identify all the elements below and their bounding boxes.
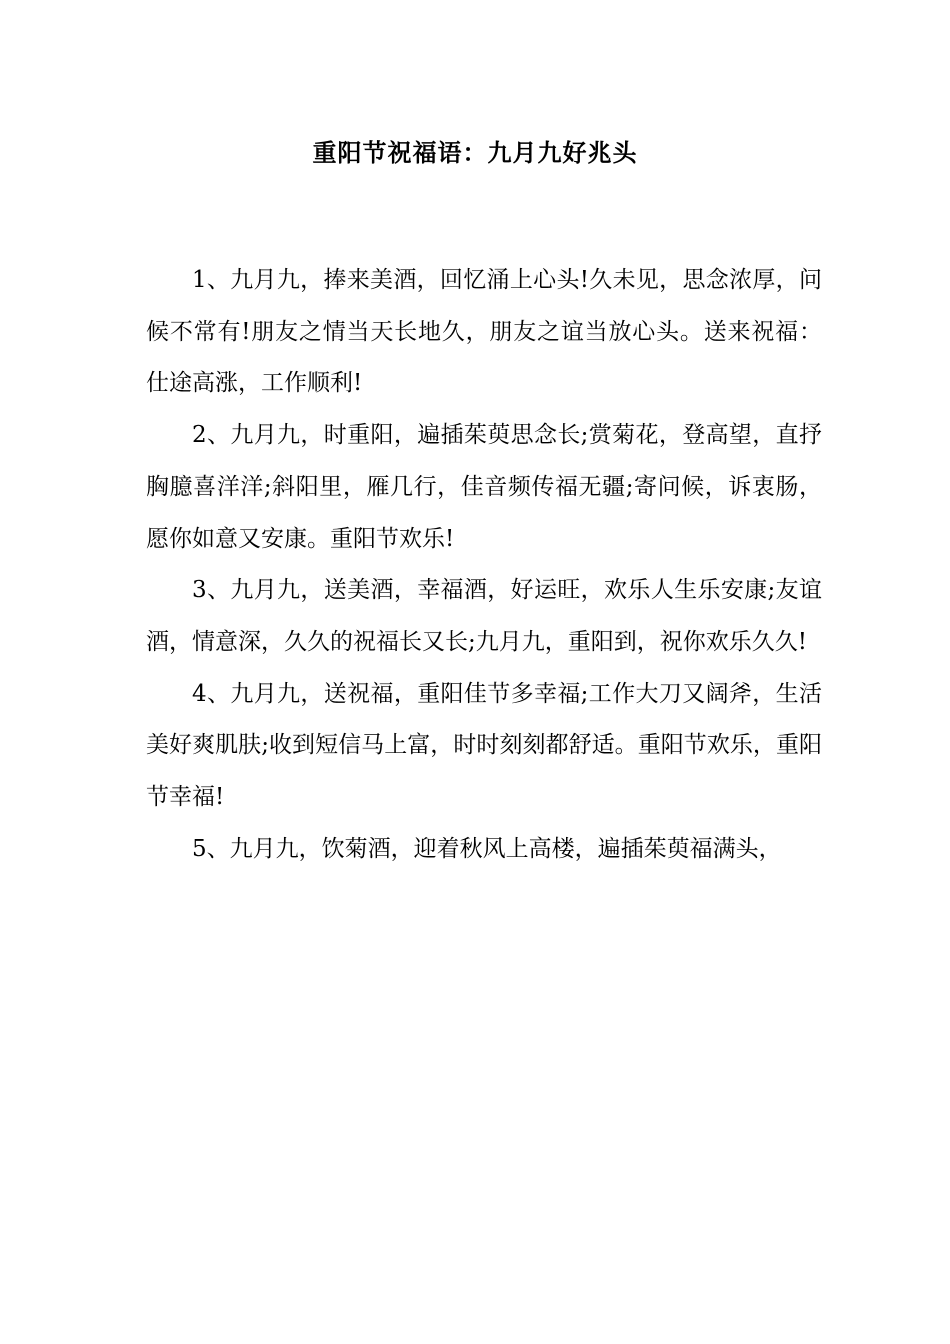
- document-title: 重阳节祝福语：九月九好兆头: [312, 139, 638, 167]
- paragraph-1: 1、九月九，捧来美酒，回忆涌上心头!久未见，思念浓厚，问候不常有!朋友之情当天长地久，朋友之谊当放心头。送来祝福：仕途高涨，工作顺利!: [146, 267, 822, 397]
- paragraph-2: 2、九月九，时重阳，遍插茱萸思念长;赏菊花，登高望，直抒胸臆喜洋洋;斜阳里，雁几行，佳音频传福无疆;寄问候，诉衷肠，愿你如意又安康。重阳节欢乐!: [146, 422, 822, 552]
- document-body: [146, 255, 822, 875]
- paragraph-5: 5、九月九，饮菊酒，迎着秋风上高楼，遍插茱萸福满头，: [192, 835, 782, 862]
- paragraph-4: 4、九月九，送祝福，重阳佳节多幸福;工作大刀又阔斧，生活美好爽肌肤;收到短信马上富，时时刻刻都舒适。重阳节欢乐，重阳节幸福!: [146, 680, 822, 811]
- paragraph-3: 3、九月九，送美酒，幸福酒，好运旺，欢乐人生乐安康;友谊酒，情意深，久久的祝福长又长;九月九，重阳到，祝你欢乐久久!: [146, 577, 822, 655]
